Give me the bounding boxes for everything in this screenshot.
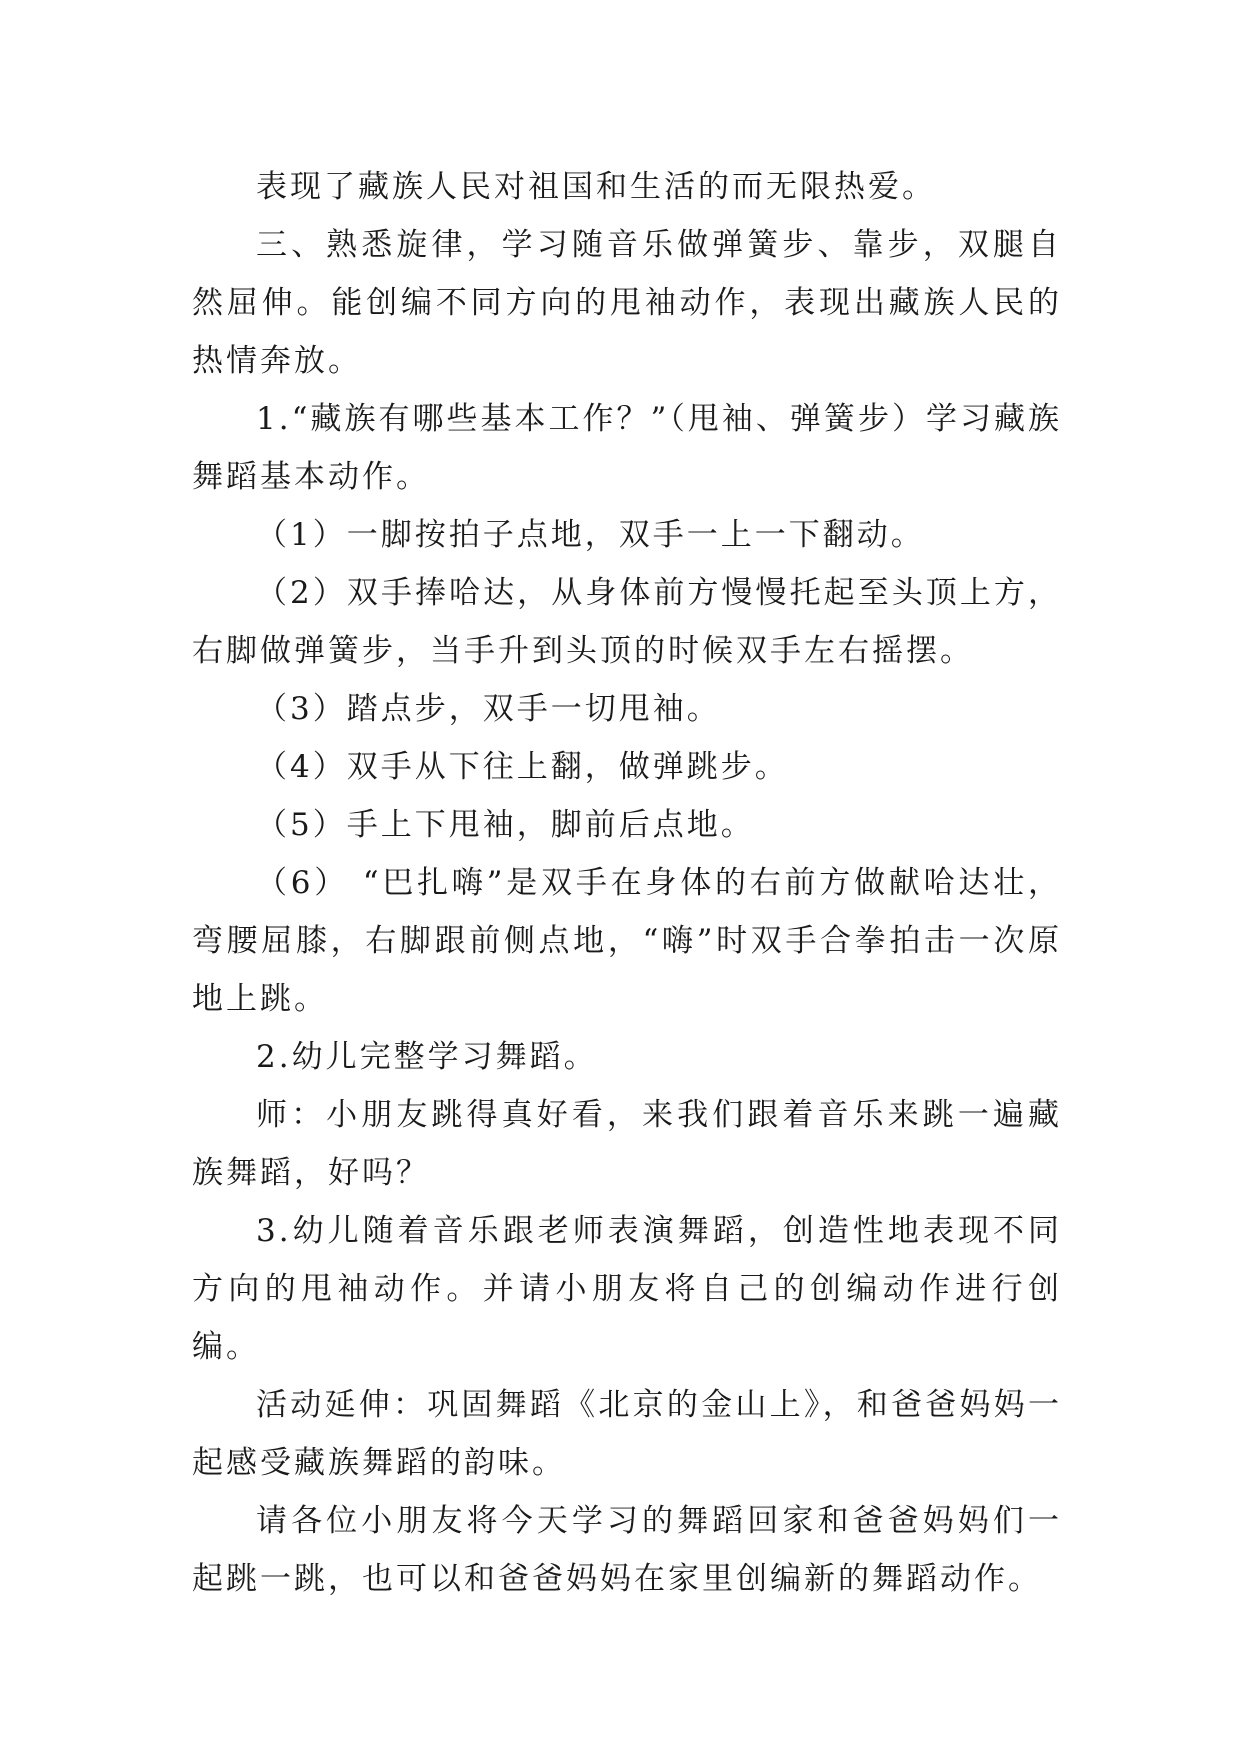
paragraph-14: 请各位小朋友将今天学习的舞蹈回家和爸爸妈妈们一起跳一跳，也可以和爸爸妈妈在家里创编新的舞蹈动作。 (192, 1503, 1062, 1597)
paragraph-3: 1.“藏族有哪些基本工作？”（甩袖、弹簧步）学习藏族舞蹈基本动作。 (192, 401, 1062, 495)
paragraph-5: （2）双手捧哈达，从身体前方慢慢托起至头顶上方，右脚做弹簧步，当手升到头顶的时候双手左右摇摆。 (192, 575, 1062, 669)
paragraph-1: 表现了藏族人民对祖国和生活的而无限热爱。 (256, 169, 936, 205)
paragraph-8: （5）手上下甩袖，脚前后点地。 (256, 807, 755, 843)
paragraph-13: 活动延伸：巩固舞蹈《北京的金山上》，和爸爸妈妈一起感受藏族舞蹈的韵味。 (192, 1387, 1062, 1481)
paragraph-12: 3.幼儿随着音乐跟老师表演舞蹈，创造性地表现不同方向的甩袖动作。并请小朋友将自己的创编动作进行创编。 (192, 1213, 1062, 1365)
paragraph-2: 三、熟悉旋律，学习随音乐做弹簧步、靠步，双腿自然屈伸。能创编不同方向的甩袖动作，表现出藏族人民的热情奔放。 (192, 227, 1062, 379)
paragraph-7: （4）双手从下往上翻，做弹跳步。 (256, 749, 789, 785)
document-body (192, 158, 1062, 1608)
paragraph-6: （3）踏点步，双手一切甩袖。 (256, 691, 721, 727)
paragraph-9: （6） “巴扎嗨”是双手在身体的右前方做献哈达壮，弯腰屈膝，右脚跟前侧点地，“嗨”时双手合拳拍击一次原地上跳。 (192, 865, 1062, 1017)
paragraph-10: 2.幼儿完整学习舞蹈。 (256, 1039, 598, 1075)
paragraph-11: 师：小朋友跳得真好看，来我们跟着音乐来跳一遍藏族舞蹈，好吗？ (192, 1097, 1062, 1191)
paragraph-4: （1）一脚按拍子点地，双手一上一下翻动。 (256, 517, 925, 553)
